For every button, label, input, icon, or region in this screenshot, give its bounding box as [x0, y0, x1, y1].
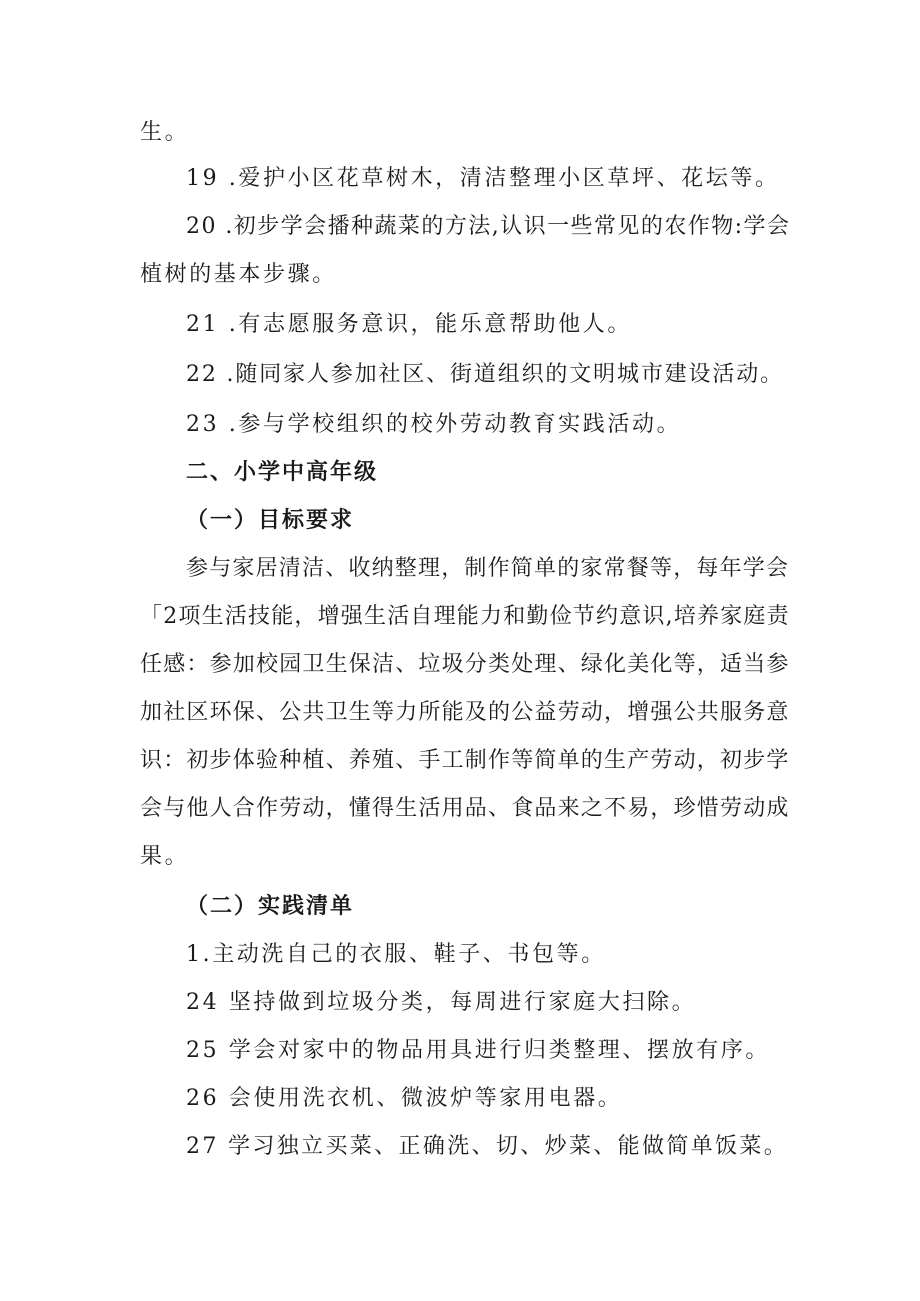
list-item-27: 27 学习独立买菜、正确洗、切、炒菜、能做简单饭菜。 [186, 1134, 789, 1159]
subsection-heading-checklist: （二）实践清单 [186, 894, 355, 919]
subsection-heading-goals: （一）目标要求 [186, 508, 355, 533]
paragraph-line: 「2项生活技能，增强生活自理能力和勤俭节约意识,培养家庭责 [140, 604, 790, 629]
paragraph-line: 会与他人合作劳动，懂得生活用品、食品来之不易，珍惜劳动成 [140, 796, 790, 821]
list-item-19: 19 .爱护小区花草树木，清洁整理小区草坪、花坛等。 [186, 166, 780, 191]
list-item-25: 25 学会对家中的物品用具进行归类整理、摆放有序。 [186, 1038, 770, 1063]
list-item-20-continued: 植树的基本步骤。 [140, 262, 337, 287]
list-item-22: 22 .随同家人参加社区、街道组织的文明城市建设活动。 [186, 362, 784, 387]
section-heading: 二、小学中高年级 [186, 460, 379, 485]
paragraph-line: 识：初步体验种植、养殖、手工制作等简单的生产劳动，初步学 [140, 748, 790, 773]
list-item-20: 20 .初步学会播种蔬菜的方法,认识一些常见的农作物:学会 [186, 214, 791, 239]
list-item-26: 26 会使用洗衣机、微波炉等家用电器。 [186, 1086, 623, 1111]
list-item-1: 1.主动洗自己的衣服、鞋子、书包等。 [186, 942, 606, 967]
paragraph-line: 任感：参加校园卫生保洁、垃圾分类处理、绿化美化等，适当参 [140, 652, 790, 677]
paragraph-line: 加社区环保、公共卫生等力所能及的公益劳动，增强公共服务意 [140, 700, 790, 725]
list-item-23: 23 .参与学校组织的校外劳动教育实践活动。 [186, 412, 682, 437]
paragraph-line: 果。 [140, 844, 190, 869]
paragraph-line: 生。 [140, 120, 190, 145]
list-item-21: 21 .有志愿服务意识，能乐意帮助他人。 [186, 312, 632, 337]
paragraph-line: 参与家居清洁、收纳整理，制作简单的家常餐等，每年学会 [186, 556, 790, 581]
list-item-24: 24 坚持做到垃圾分类，每周进行家庭大扫除。 [186, 990, 697, 1015]
